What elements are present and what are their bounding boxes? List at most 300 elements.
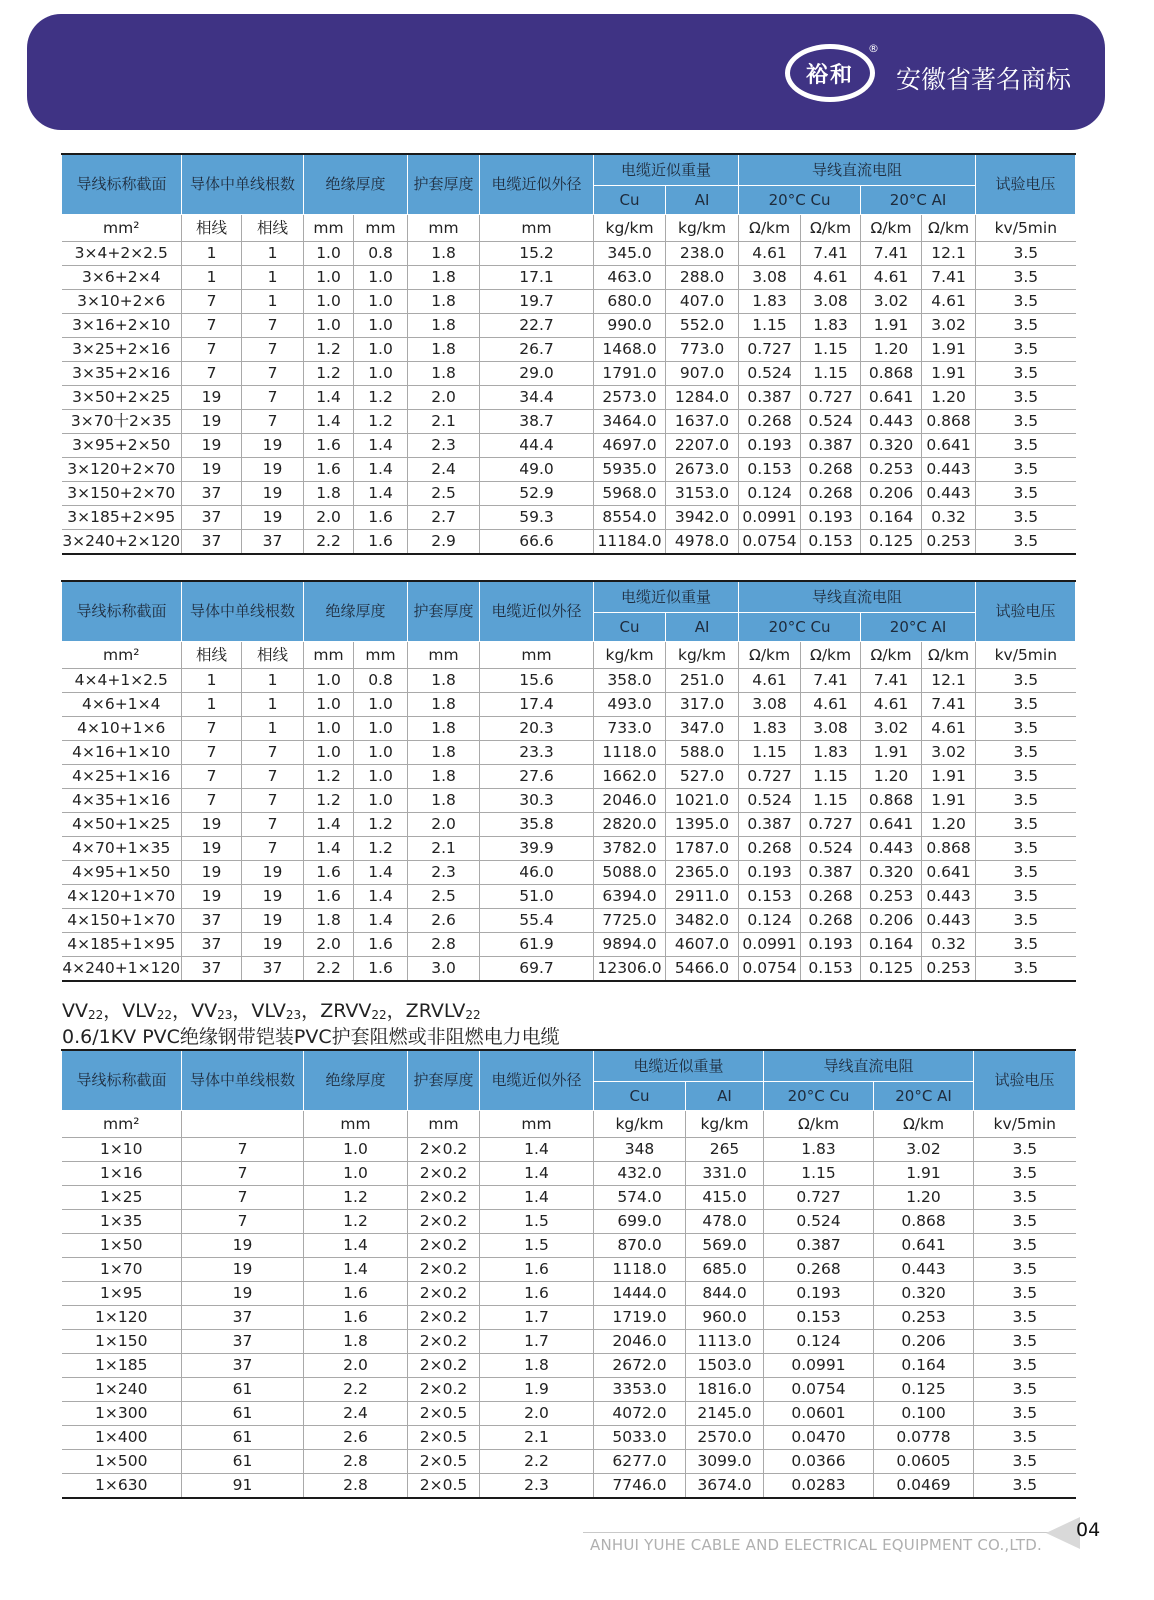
table-cell: 7 <box>242 362 304 386</box>
unit-cell: kv/5min <box>974 1111 1076 1138</box>
unit-cell: Ω/km <box>861 642 922 669</box>
table-cell: 61 <box>182 1450 304 1474</box>
table-cell: 1.2 <box>304 1210 408 1234</box>
model-separator: ， <box>172 1000 192 1022</box>
spec-table-armored <box>61 1049 1076 1499</box>
table-cell: 1.6 <box>354 933 408 957</box>
table-cell: 3.5 <box>974 1138 1076 1162</box>
table-cell: 0.641 <box>922 434 976 458</box>
header-resistance: 导线直流电阻 <box>739 581 976 613</box>
table-cell: 19 <box>242 506 304 530</box>
table-cell: 265 <box>686 1138 764 1162</box>
table-cell: 3.02 <box>861 717 922 741</box>
table-cell: 2573.0 <box>594 386 666 410</box>
table-cell: 39.9 <box>480 837 594 861</box>
table-cell: 0.253 <box>861 885 922 909</box>
table-cell: 0.0469 <box>874 1474 974 1499</box>
table-cell: 7 <box>242 410 304 434</box>
table-cell: 1.4 <box>304 410 354 434</box>
units-row <box>62 1111 1076 1138</box>
table-cell: 7 <box>182 338 242 362</box>
table-cell: 569.0 <box>686 1234 764 1258</box>
table-cell: 1.4 <box>354 861 408 885</box>
table-cell: 0.32 <box>922 933 976 957</box>
table-cell: 7.41 <box>861 242 922 266</box>
header-al: AI <box>666 613 739 642</box>
table-cell: 3.5 <box>974 1426 1076 1450</box>
table-cell: 4×6+1×4 <box>62 693 182 717</box>
table-cell: 1×120 <box>62 1306 182 1330</box>
table-cell: 19 <box>182 1234 304 1258</box>
header-r-al: 20°C AI <box>861 613 976 642</box>
table-cell: 12.1 <box>922 669 976 693</box>
table-cell: 0.524 <box>739 362 801 386</box>
table-cell: 1.2 <box>304 362 354 386</box>
table-cell: 1.7 <box>480 1330 594 1354</box>
table-cell: 2×0.2 <box>408 1162 480 1186</box>
table-cell: 3.5 <box>976 861 1076 885</box>
table-cell: 1×10 <box>62 1138 182 1162</box>
table-cell: 0.727 <box>801 386 861 410</box>
table-cell: 7 <box>182 717 242 741</box>
table-cell: 1.4 <box>354 482 408 506</box>
table-cell: 1719.0 <box>594 1306 686 1330</box>
cable-models-heading <box>62 996 481 1023</box>
table-cell: 17.4 <box>480 693 594 717</box>
table-row <box>62 717 1076 741</box>
table-cell: 415.0 <box>686 1186 764 1210</box>
table-cell: 0.268 <box>801 885 861 909</box>
units-row <box>62 642 1076 669</box>
model-code: ZRVV <box>320 1000 372 1022</box>
table-cell: 0.727 <box>739 338 801 362</box>
table-cell: 3×35+2×16 <box>62 362 182 386</box>
table-cell: 2046.0 <box>594 1330 686 1354</box>
table-cell: 2.3 <box>408 434 480 458</box>
model-code: VV <box>62 1000 88 1022</box>
table-row <box>62 386 1076 410</box>
table-cell: 4978.0 <box>666 530 739 555</box>
table-cell: 347.0 <box>666 717 739 741</box>
table-cell: 0.193 <box>739 861 801 885</box>
table-cell: 0.443 <box>861 410 922 434</box>
table-cell: 7.41 <box>922 266 976 290</box>
table-row <box>62 1162 1076 1186</box>
table-cell: 3482.0 <box>666 909 739 933</box>
table-cell: 3×4+2×2.5 <box>62 242 182 266</box>
table-row <box>62 1330 1076 1354</box>
table-cell: 1.0 <box>354 717 408 741</box>
header-voltage: 试验电压 <box>976 581 1076 642</box>
table-cell: 3.5 <box>976 386 1076 410</box>
table-cell: 4.61 <box>801 693 861 717</box>
table-row <box>62 314 1076 338</box>
table-cell: 7 <box>182 741 242 765</box>
units-row <box>62 215 1076 242</box>
table-cell: 2911.0 <box>666 885 739 909</box>
model-separator: ， <box>103 1000 123 1022</box>
table-cell: 3.5 <box>976 789 1076 813</box>
table-cell: 19 <box>242 909 304 933</box>
table-cell: 37 <box>242 530 304 555</box>
table-cell: 2×0.2 <box>408 1282 480 1306</box>
table-cell: 574.0 <box>594 1186 686 1210</box>
table-cell: 3.5 <box>974 1258 1076 1282</box>
table-cell: 1.91 <box>861 741 922 765</box>
table-cell: 1.0 <box>354 266 408 290</box>
table-row <box>62 1234 1076 1258</box>
table-cell: 680.0 <box>594 290 666 314</box>
table-cell: 1 <box>242 717 304 741</box>
table-cell: 22.7 <box>480 314 594 338</box>
table-cell: 2×0.5 <box>408 1474 480 1499</box>
cable-title-heading: 0.6/1KV PVC绝缘钢带铠装PVC护套阻燃或非阻燃电力电缆 <box>62 1026 560 1048</box>
table-cell: 5033.0 <box>594 1426 686 1450</box>
table-cell: 1.6 <box>304 1306 408 1330</box>
table-cell: 0.253 <box>922 530 976 555</box>
table-cell: 3.5 <box>976 362 1076 386</box>
table-cell: 1.15 <box>764 1162 874 1186</box>
table-row <box>62 885 1076 909</box>
table-cell: 37 <box>182 1330 304 1354</box>
table-cell: 0.320 <box>874 1282 974 1306</box>
unit-cell: 相线 <box>182 215 242 242</box>
table-cell: 2.3 <box>408 861 480 885</box>
table-row <box>62 1354 1076 1378</box>
header-r-al: 20°C AI <box>874 1082 974 1111</box>
table-cell: 30.3 <box>480 789 594 813</box>
table-cell: 0.124 <box>764 1330 874 1354</box>
table-cell: 1.2 <box>304 765 354 789</box>
table-cell: 3.5 <box>974 1162 1076 1186</box>
table-cell: 0.641 <box>874 1234 974 1258</box>
table-cell: 1.91 <box>922 338 976 362</box>
table-cell: 1.4 <box>354 909 408 933</box>
table-cell: 1.8 <box>408 765 480 789</box>
table-cell: 0.387 <box>739 386 801 410</box>
table-row <box>62 1258 1076 1282</box>
table-cell: 2.5 <box>408 885 480 909</box>
spec-table-4core <box>61 580 1076 982</box>
table-cell: 3.5 <box>976 338 1076 362</box>
table-cell: 0.387 <box>764 1234 874 1258</box>
table-cell: 2.1 <box>408 410 480 434</box>
table-row <box>62 813 1076 837</box>
table-cell: 0.0605 <box>874 1450 974 1474</box>
table-cell: 7.41 <box>801 242 861 266</box>
table-row <box>62 1378 1076 1402</box>
table-cell: 0.193 <box>801 506 861 530</box>
table-cell: 0.164 <box>861 506 922 530</box>
table-cell: 0.206 <box>861 909 922 933</box>
table-cell: 1.8 <box>408 266 480 290</box>
table-cell: 4×10+1×6 <box>62 717 182 741</box>
table-cell: 1.2 <box>354 410 408 434</box>
table-cell: 1.8 <box>408 789 480 813</box>
table-cell: 37 <box>182 909 242 933</box>
table-cell: 699.0 <box>594 1210 686 1234</box>
table-cell: 1 <box>242 693 304 717</box>
table-cell: 1.6 <box>354 957 408 982</box>
table-cell: 0.268 <box>739 837 801 861</box>
table-cell: 0.125 <box>861 530 922 555</box>
table-cell: 3.5 <box>974 1450 1076 1474</box>
table-row <box>62 410 1076 434</box>
table-cell: 1.8 <box>408 290 480 314</box>
table-cell: 1.15 <box>801 789 861 813</box>
table-cell: 0.153 <box>801 530 861 555</box>
table-cell: 2207.0 <box>666 434 739 458</box>
table-cell: 1791.0 <box>594 362 666 386</box>
table-cell: 0.443 <box>922 458 976 482</box>
footer-divider <box>583 1532 1048 1533</box>
table-cell: 0.100 <box>874 1402 974 1426</box>
table-cell: 907.0 <box>666 362 739 386</box>
table-cell: 0.0283 <box>764 1474 874 1499</box>
table-cell: 1×400 <box>62 1426 182 1450</box>
table-cell: 3.08 <box>739 693 801 717</box>
table-cell: 407.0 <box>666 290 739 314</box>
table-cell: 4×25+1×16 <box>62 765 182 789</box>
table-cell: 46.0 <box>480 861 594 885</box>
table-cell: 0.641 <box>861 813 922 837</box>
table-cell: 1.8 <box>408 693 480 717</box>
table-cell: 3.5 <box>976 741 1076 765</box>
table-row <box>62 837 1076 861</box>
table-cell: 1.15 <box>739 314 801 338</box>
unit-cell: mm² <box>62 215 182 242</box>
unit-cell: mm <box>354 215 408 242</box>
table-cell: 1×16 <box>62 1162 182 1186</box>
table-cell: 7 <box>242 386 304 410</box>
table-cell: 1.4 <box>304 1234 408 1258</box>
table-cell: 552.0 <box>666 314 739 338</box>
table-cell: 2×0.5 <box>408 1402 480 1426</box>
table-cell: 527.0 <box>666 765 739 789</box>
header-sheath: 护套厚度 <box>408 581 480 642</box>
table-cell: 19 <box>182 458 242 482</box>
table-row <box>62 693 1076 717</box>
table-cell: 1113.0 <box>686 1330 764 1354</box>
table-cell: 3.5 <box>974 1402 1076 1426</box>
unit-cell: mm <box>480 1111 594 1138</box>
table-cell: 2×0.2 <box>408 1186 480 1210</box>
table-cell: 3.02 <box>922 741 976 765</box>
table-cell: 2.0 <box>480 1402 594 1426</box>
unit-cell: Ω/km <box>739 215 801 242</box>
table-cell: 2×0.2 <box>408 1138 480 1162</box>
header-strands: 导体中单线根数 <box>182 1050 304 1111</box>
table-cell: 3.5 <box>976 410 1076 434</box>
table-cell: 1.7 <box>480 1306 594 1330</box>
table-cell: 2.0 <box>304 506 354 530</box>
table-cell: 5935.0 <box>594 458 666 482</box>
table-cell: 19 <box>182 813 242 837</box>
table-cell: 1.2 <box>354 837 408 861</box>
table-cell: 3.5 <box>976 242 1076 266</box>
table-cell: 0.8 <box>354 242 408 266</box>
table-cell: 37 <box>182 1306 304 1330</box>
table-cell: 7 <box>242 314 304 338</box>
table-cell: 2.8 <box>304 1450 408 1474</box>
table-cell: 0.387 <box>739 813 801 837</box>
table-cell: 0.0470 <box>764 1426 874 1450</box>
table-cell: 19 <box>242 434 304 458</box>
table-cell: 288.0 <box>666 266 739 290</box>
table-cell: 2673.0 <box>666 458 739 482</box>
table-cell: 2.0 <box>408 386 480 410</box>
table-cell: 0.443 <box>874 1258 974 1282</box>
table-cell: 0.8 <box>354 669 408 693</box>
table-cell: 38.7 <box>480 410 594 434</box>
table-cell: 960.0 <box>686 1306 764 1330</box>
table-cell: 1.0 <box>354 290 408 314</box>
table-cell: 7 <box>242 765 304 789</box>
table-cell: 1.0 <box>304 1162 408 1186</box>
table-cell: 4.61 <box>861 266 922 290</box>
table-row <box>62 530 1076 555</box>
table-cell: 1.20 <box>861 338 922 362</box>
table-cell: 44.4 <box>480 434 594 458</box>
table-cell: 1.4 <box>354 434 408 458</box>
table-cell: 26.7 <box>480 338 594 362</box>
table-cell: 19 <box>242 861 304 885</box>
table-cell: 0.868 <box>861 789 922 813</box>
table-cell: 2×0.2 <box>408 1234 480 1258</box>
registered-mark: ® <box>868 42 879 55</box>
table-cell: 1.2 <box>304 1186 408 1210</box>
table-cell: 1787.0 <box>666 837 739 861</box>
table-cell: 7 <box>182 1186 304 1210</box>
table-cell: 2×0.2 <box>408 1378 480 1402</box>
table-cell: 1.83 <box>764 1138 874 1162</box>
slogan: 安徽省著名商标 <box>896 65 1072 94</box>
table-cell: 1.91 <box>922 362 976 386</box>
table-cell: 2.4 <box>408 458 480 482</box>
table-cell: 358.0 <box>594 669 666 693</box>
table-cell: 3.5 <box>976 765 1076 789</box>
table-cell: 2×0.5 <box>408 1426 480 1450</box>
table-cell: 3.5 <box>976 957 1076 982</box>
table-cell: 37 <box>182 506 242 530</box>
table-row <box>62 1210 1076 1234</box>
table-cell: 3.5 <box>976 290 1076 314</box>
table-cell: 2×0.2 <box>408 1210 480 1234</box>
table-cell: 66.6 <box>480 530 594 555</box>
table-cell: 0.0991 <box>764 1354 874 1378</box>
table-cell: 870.0 <box>594 1234 686 1258</box>
table-cell: 3×16+2×10 <box>62 314 182 338</box>
table-cell: 345.0 <box>594 242 666 266</box>
table-cell: 1.5 <box>480 1234 594 1258</box>
table-cell: 3.5 <box>976 933 1076 957</box>
table-cell: 1.6 <box>304 434 354 458</box>
table-cell: 2.1 <box>480 1426 594 1450</box>
table-cell: 1.0 <box>304 717 354 741</box>
table-cell: 7725.0 <box>594 909 666 933</box>
table-cell: 19 <box>182 885 242 909</box>
header-cu: Cu <box>594 613 666 642</box>
table-cell: 1.0 <box>304 741 354 765</box>
table-cell: 3.5 <box>976 885 1076 909</box>
table-cell: 12.1 <box>922 242 976 266</box>
table-cell: 2.7 <box>408 506 480 530</box>
table-cell: 1 <box>242 669 304 693</box>
table-cell: 4×240+1×120 <box>62 957 182 982</box>
table-cell: 1.9 <box>480 1378 594 1402</box>
table-cell: 55.4 <box>480 909 594 933</box>
table-row <box>62 1402 1076 1426</box>
table-row <box>62 957 1076 982</box>
page-arrow-icon <box>1046 1517 1080 1549</box>
table-cell: 1.4 <box>480 1138 594 1162</box>
table-cell: 3.5 <box>974 1330 1076 1354</box>
table-cell: 34.4 <box>480 386 594 410</box>
table-cell: 1.0 <box>354 338 408 362</box>
table-cell: 0.125 <box>874 1378 974 1402</box>
table-cell: 0.443 <box>922 885 976 909</box>
table-cell: 35.8 <box>480 813 594 837</box>
table-cell: 7.41 <box>861 669 922 693</box>
table-cell: 1.4 <box>354 885 408 909</box>
table-cell: 0.125 <box>861 957 922 982</box>
table-cell: 0.153 <box>764 1306 874 1330</box>
table-row <box>62 266 1076 290</box>
table-cell: 3×240+2×120 <box>62 530 182 555</box>
header-insulation: 绝缘厚度 <box>304 581 408 642</box>
table-cell: 0.868 <box>874 1210 974 1234</box>
table-cell: 2×0.2 <box>408 1354 480 1378</box>
table-cell: 91 <box>182 1474 304 1499</box>
table-cell: 1.15 <box>801 338 861 362</box>
table-cell: 1662.0 <box>594 765 666 789</box>
table-cell: 19 <box>242 933 304 957</box>
unit-cell: Ω/km <box>874 1111 974 1138</box>
table-cell: 0.164 <box>874 1354 974 1378</box>
table-cell: 6394.0 <box>594 885 666 909</box>
table-cell: 61 <box>182 1426 304 1450</box>
model-subscript: 22 <box>371 1008 387 1022</box>
table-row <box>62 669 1076 693</box>
table-cell: 4×50+1×25 <box>62 813 182 837</box>
table-cell: 51.0 <box>480 885 594 909</box>
table-cell: 2.0 <box>304 933 354 957</box>
table-cell: 0.253 <box>874 1306 974 1330</box>
table-cell: 1.4 <box>480 1186 594 1210</box>
table-cell: 3.5 <box>976 458 1076 482</box>
table-row <box>62 909 1076 933</box>
table-cell: 1.91 <box>874 1162 974 1186</box>
model-separator: ， <box>386 1000 406 1022</box>
table-cell: 3.5 <box>976 266 1076 290</box>
table-cell: 23.3 <box>480 741 594 765</box>
table-cell: 0.387 <box>801 434 861 458</box>
unit-cell: mm² <box>62 1111 182 1138</box>
table-cell: 4.61 <box>801 266 861 290</box>
table-cell: 37 <box>182 530 242 555</box>
unit-cell: 相线 <box>182 642 242 669</box>
table-cell: 2.4 <box>304 1402 408 1426</box>
table-cell: 0.443 <box>861 837 922 861</box>
table-cell: 1.91 <box>922 765 976 789</box>
table-cell: 1.0 <box>304 1138 408 1162</box>
table-cell: 19 <box>182 434 242 458</box>
model-separator: ， <box>232 1000 252 1022</box>
table-cell: 37 <box>182 957 242 982</box>
table-cell: 7 <box>182 290 242 314</box>
unit-cell: mm <box>408 642 480 669</box>
table-cell: 1.0 <box>304 290 354 314</box>
